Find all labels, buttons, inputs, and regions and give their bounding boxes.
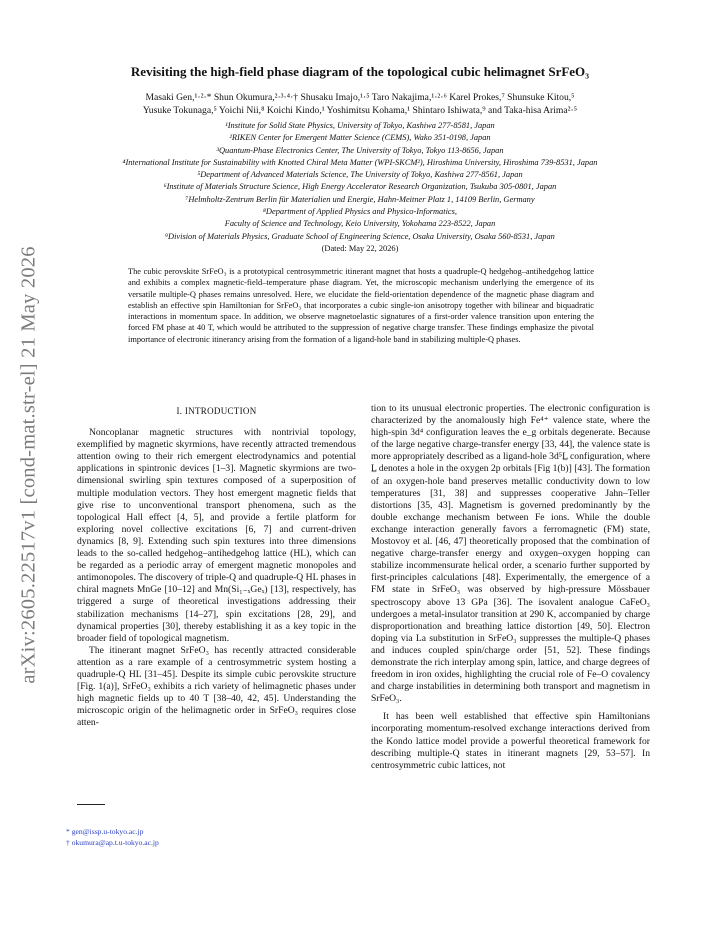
email-link[interactable]: gen@issp.u-tokyo.ac.jp (71, 827, 144, 836)
footnote-mark: * (66, 827, 70, 836)
affiliation: ⁸Department of Applied Physics and Physico-Informatics, (263, 207, 457, 217)
footnote-rule (77, 804, 105, 805)
affiliation: ³Quantum-Phase Electronics Center, The University of Tokyo, Tokyo 113-8656, Japan (216, 145, 504, 155)
footnote-corresponding-1 (66, 826, 159, 837)
affiliation: ⁹Division of Materials Physics, Graduate School of Engineering Science, Osaka University, Osaka 560-8531, Japan (165, 231, 555, 241)
arxiv-identifier: arXiv:2605.22517v1 [cond-mat.str-el] 21 May 2026 (17, 246, 40, 684)
body-paragraph: Noncoplanar magnetic structures with nontrivial topology, exemplified by magnetic skyrmions, have recently attracted tremendous attention owing to their rich emergent electrodynamics and potential applications in spintronic devices [1–3]. Magnetic skyrmions are two-dimensional swirling spin textures composed of a superposition of multiple modulation vectors. They host emergent magnetic fields that give rise to unconventional transport phenomena, such as the topological Hall effect [4, 5], and provide a fertile platform for exploring novel collective excitations [6, 7] and current-driven dynamics [8, 9]. Extending such spin textures into three dimensions leads to the so-called hedgehog–antihedgehog lattice (HL), which can be regarded as a periodic array of emergent magnetic monopoles and antimonopoles. The discovery of triple-Q and quadruple-Q HL phases in chiral magnets MnGe [10–12] and Mn(Si₁₋ₓGeₓ) [13], respectively, has triggered a surge of theoretical investigations addressing their stabilization mechanisms [14–27], spin excitations [28, 29], and dynamical properties [30], thereby establishing it as a key topic in the broader field of topological magnetism. (77, 427, 356, 644)
affiliation: ⁶Institute of Materials Structure Science, High Energy Accelerator Research Organization, Tsukuba 305-0801, Japan (163, 182, 557, 192)
footnote-mark: † (66, 838, 70, 847)
left-column (77, 405, 356, 729)
date-line: (Dated: May 22, 2026) (321, 243, 399, 253)
body-paragraph: It has been well established that effective spin Hamiltonians incorporating momentum-resolved exchange interactions derived from the Kondo lattice model provide a powerful theoretical framework for describing multiple-Q states in itinerant magnets [29, 53–57]. In centrosymmetric cubic lattices, not (371, 711, 650, 771)
affiliation: Faculty of Science and Technology, Keio University, Yokohama 223-8522, Japan (224, 219, 496, 229)
footnote-corresponding-2 (66, 837, 159, 848)
email-link[interactable]: okumura@ap.t.u-tokyo.ac.jp (71, 838, 159, 847)
footnotes (66, 826, 159, 848)
affiliation: ⁴International Institute for Sustainability with Knotted Chiral Meta Matter (WPI-SKCM²), Hiroshima University, Hiroshima 739-8531, Japan (122, 157, 598, 167)
arxiv-side-stamp (14, 240, 44, 690)
author-line-1: Masaki Gen,¹·²·* Shun Okumura,²·³·⁴·† Shusaku Imajo,¹·⁵ Taro Nakajima,¹·²·⁶ Karel Prokes,⁷ Shunsuke Kitou,⁵ (145, 92, 575, 103)
abstract: The cubic perovskite SrFeO₃ is a prototypical centrosymmetric itinerant magnet that hosts a quadruple-Q hedgehog–antihedgehog lattice and exhibits a complex magnetic-field–temperature phase diagram. Yet, the microscopic mechanism underlying the emergence of its versatile multiple-Q phases remains unresolved. Here, we elucidate the field-orientation dependence of the magnetic phase diagram and establish an effective spin Hamiltonian for SrFeO₃ that incorporates a cubic single-ion anisotropy together with bilinear and biquadratic interactions in momentum space. In addition, we observe magnetoelastic signatures of a first-order valence transition upon entering the forced FM phase at 40 T, which would be attributed to the suppression of negative charge transfer. These findings emphasize the pivotal importance of electronic itinerancy arising from the formation of a ligand-hole band in stabilizing multiple-Q phases. (128, 267, 594, 344)
body-paragraph: The itinerant magnet SrFeO₃ has recently attracted considerable attention as a rare example of a centrosymmetric system hosting a quadruple-Q HL [31–45]. Despite its simple cubic perovskite structure [Fig. 1(a)], SrFeO₃ exhibits a rich variety of helimagnetic phases under high magnetic fields up to 40 T [38–40, 42, 45]. Understanding the microscopic origin of the helimagnetic order in SrFeO₃ requires close atten- (77, 644, 356, 729)
section-heading: I. INTRODUCTION (176, 406, 257, 416)
right-column (371, 403, 650, 772)
affiliation: ²RIKEN Center for Emergent Matter Science (CEMS), Wako 351-0198, Japan (229, 133, 491, 143)
paper-title: Revisiting the high-field phase diagram of the topological cubic helimagnet SrFeO₃ (130, 64, 590, 79)
affiliations (40, 120, 680, 255)
author-list (60, 91, 660, 117)
affiliation: ⁵Department of Advanced Materials Science, The University of Tokyo, Kashiwa 277-8561, Japan (197, 170, 523, 180)
author-line-2: Yusuke Tokunaga,⁵ Yoichi Nii,⁸ Koichi Kindo,¹ Yoshimitsu Kohama,¹ Shintaro Ishiwata,⁹ and Taka-hisa Arima²·⁵ (142, 105, 578, 116)
affiliation: ⁷Helmholtz-Zentrum Berlin für Materialien und Energie, Hahn-Meitner Platz 1, 14109 Berlin, Germany (185, 194, 535, 204)
affiliation: ¹Institute for Solid State Physics, University of Tokyo, Kashiwa 277-8581, Japan (225, 121, 495, 130)
body-paragraph: tion to its unusual electronic properties. The electronic configuration is characterized by the anomalously high Fe⁴⁺ valence state, where the high-spin 3d⁴ configuration leaves the e_g orbitals degenerate. Because of the large negative charge-transfer energy [33, 44], the valence state is more appropriately described as a ligand-hole 3d⁵L̲ configuration, where L̲ denotes a hole in the oxygen 2p orbitals [Fig 1(b)] [43]. The formation of an oxygen-hole band preserves metallic conductivity down to low temperatures [31, 38] and suppresses cooperative Jahn–Teller distortions [35, 43]. Magnetism is governed predominantly by the double exchange mechanism between Fe ions. While the double exchange interaction generally favors a ferromagnetic (FM) state, Mostovoy et al. [46, 47] theoretically proposed that the combination of negative charge-transfer energy and oxygen–oxygen hopping can stabilize incommensurate helical order, a scenario further supported by first-principles calculations [48]. Experimentally, the emergence of a FM state in SrFeO₃ was observed by high-pressure Mössbauer spectroscopy above 13 GPa [36]. The isovalent analogue CaFeO₃ undergoes a metal-insulator transition at 290 K, accompanied by charge disproportionation and breathing lattice distortion [49, 50]. Electron doping via La substitution in SrFeO₃ suppresses the multiple-Q phases and induces coupled spin/charge order [51, 52]. These findings demonstrate the rich interplay among spin, lattice, and charge degrees of freedom in iron oxides, highlighting the crucial role of Fe–O covalency and charge instabilities in determining both transport and magnetism in SrFeO₃. (371, 403, 650, 705)
